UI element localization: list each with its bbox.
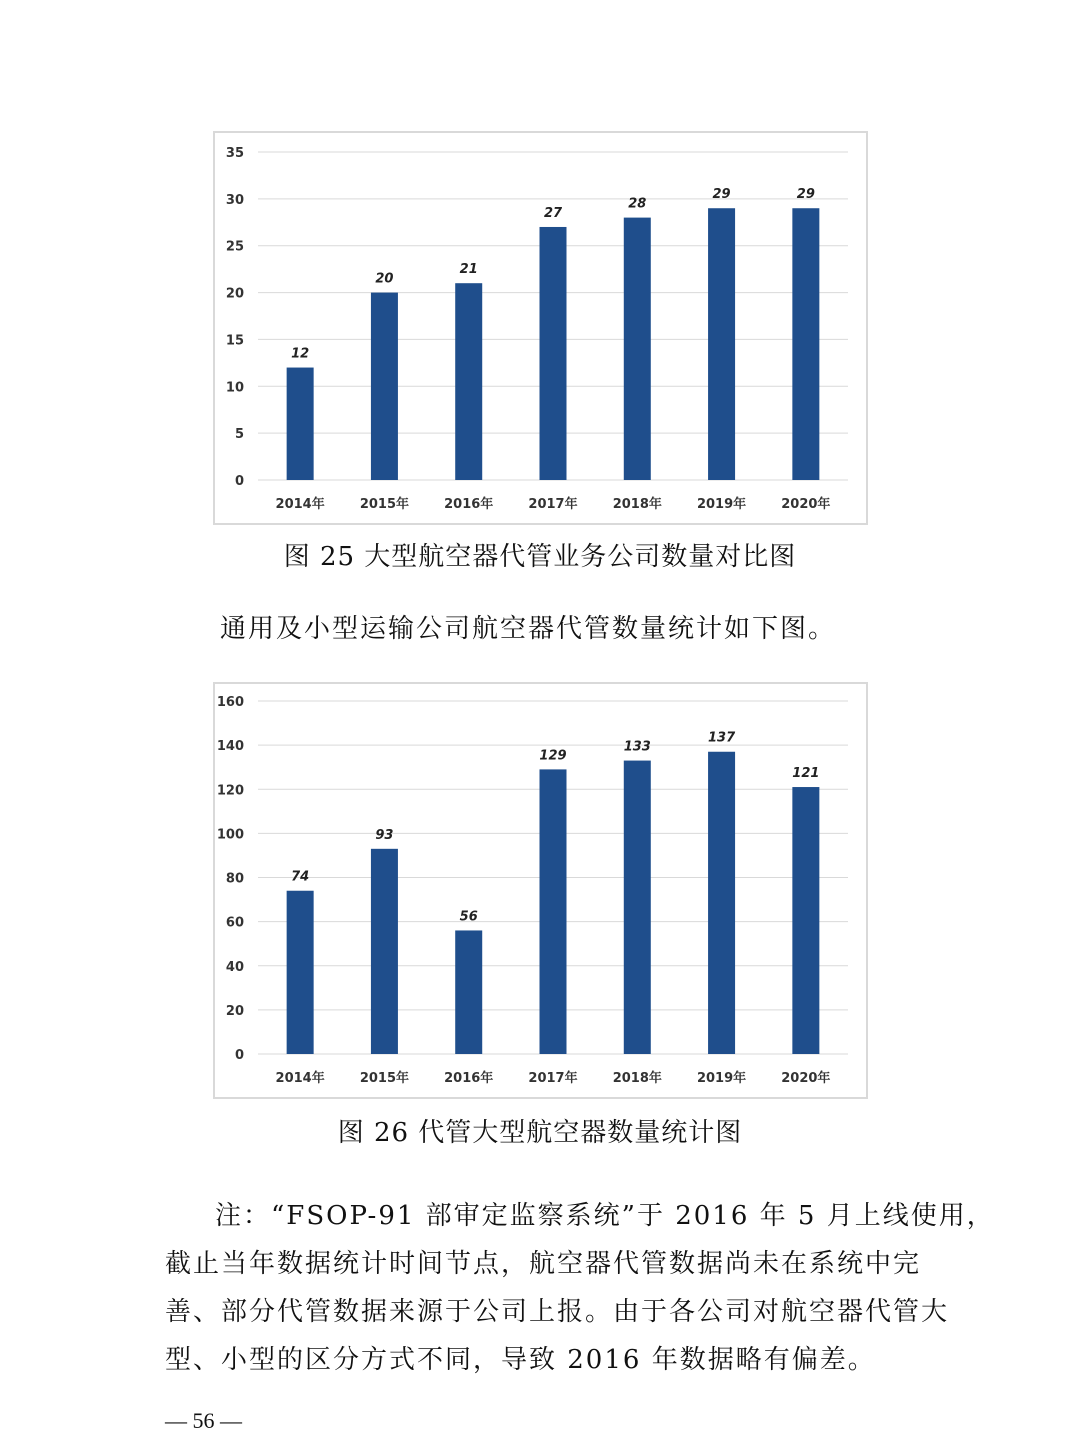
data-label: 28 (628, 196, 647, 212)
x-tick-label: 2014年 (275, 497, 325, 512)
data-label: 29 (796, 187, 815, 203)
x-tick-label: 2019年 (696, 497, 747, 512)
data-label: 121 (792, 766, 820, 782)
x-tick-label: 2020年 (781, 1071, 831, 1086)
y-tick-label: 40 (225, 959, 244, 975)
y-tick-label: 10 (225, 380, 244, 396)
y-tick-label: 100 (216, 827, 244, 843)
x-tick-label: 2016年 (444, 497, 494, 512)
x-tick-label: 2018年 (612, 1071, 662, 1086)
note-line-1: 注：“FSOP-91 部审定监察系统”于 2016 年 5 月上线使用， (215, 1201, 995, 1231)
chart-1-caption: 图 25 大型航空器代管业务公司数量对比图 (283, 542, 797, 572)
x-tick-label: 2014年 (275, 1071, 325, 1086)
x-tick-label: 2018年 (612, 497, 662, 512)
data-label: 27 (543, 205, 563, 221)
data-label: 133 (623, 739, 651, 755)
data-label: 56 (459, 909, 478, 925)
note-line-4: 型、小型的区分方式不同，导致 2016 年数据略有偏差。 (165, 1345, 876, 1375)
y-tick-label: 60 (225, 915, 244, 931)
chart-1-frame (213, 131, 868, 525)
data-label: 21 (459, 262, 478, 278)
bar (708, 752, 735, 1054)
data-label: 12 (291, 346, 310, 362)
data-label: 93 (375, 827, 394, 843)
y-tick-label: 160 (216, 695, 244, 710)
y-tick-label: 120 (216, 783, 244, 799)
bar (792, 208, 819, 480)
y-tick-label: 5 (234, 427, 244, 443)
x-tick-label: 2019年 (696, 1071, 747, 1086)
bar (708, 208, 735, 480)
chart-2-caption: 图 26 代管大型航空器数量统计图 (337, 1118, 743, 1148)
y-tick-label: 20 (225, 286, 244, 302)
bar (624, 761, 651, 1054)
y-tick-label: 15 (225, 333, 244, 349)
y-tick-label: 35 (225, 146, 244, 161)
x-tick-label: 2015年 (359, 1071, 410, 1086)
bar (455, 930, 482, 1054)
bar (624, 218, 651, 480)
bar (287, 368, 314, 480)
intro-paragraph: 通用及小型运输公司航空器代管数量统计如下图。 (220, 614, 837, 644)
bar (371, 849, 398, 1054)
y-tick-label: 80 (225, 871, 244, 887)
y-tick-label: 30 (225, 192, 244, 208)
y-tick-label: 140 (216, 739, 244, 755)
chart-2 (215, 684, 866, 1097)
bar (455, 283, 482, 480)
y-tick-label: 0 (234, 1048, 244, 1063)
x-tick-label: 2020年 (781, 497, 831, 512)
data-label: 20 (375, 271, 394, 287)
x-tick-label: 2016年 (444, 1071, 494, 1086)
note-line-3: 善、部分代管数据来源于公司上报。由于各公司对航空器代管大 (165, 1297, 950, 1327)
page-number: — 56 — (165, 1408, 242, 1433)
chart-2-frame (213, 682, 868, 1099)
bar (287, 891, 314, 1054)
note-line-2: 截止当年数据统计时间节点，航空器代管数据尚未在系统中完 (165, 1249, 922, 1279)
data-label: 129 (539, 748, 567, 764)
bar (540, 769, 567, 1054)
data-label: 74 (291, 869, 310, 885)
chart-1 (215, 133, 866, 523)
y-tick-label: 0 (234, 474, 244, 489)
data-label: 137 (708, 730, 736, 746)
bar (792, 787, 819, 1054)
data-label: 29 (712, 187, 731, 203)
bar (371, 293, 398, 480)
x-tick-label: 2015年 (359, 497, 410, 512)
x-tick-label: 2017年 (528, 497, 578, 512)
y-tick-label: 25 (225, 239, 244, 255)
x-tick-label: 2017年 (528, 1071, 578, 1086)
bar (540, 227, 567, 480)
y-tick-label: 20 (225, 1003, 244, 1019)
